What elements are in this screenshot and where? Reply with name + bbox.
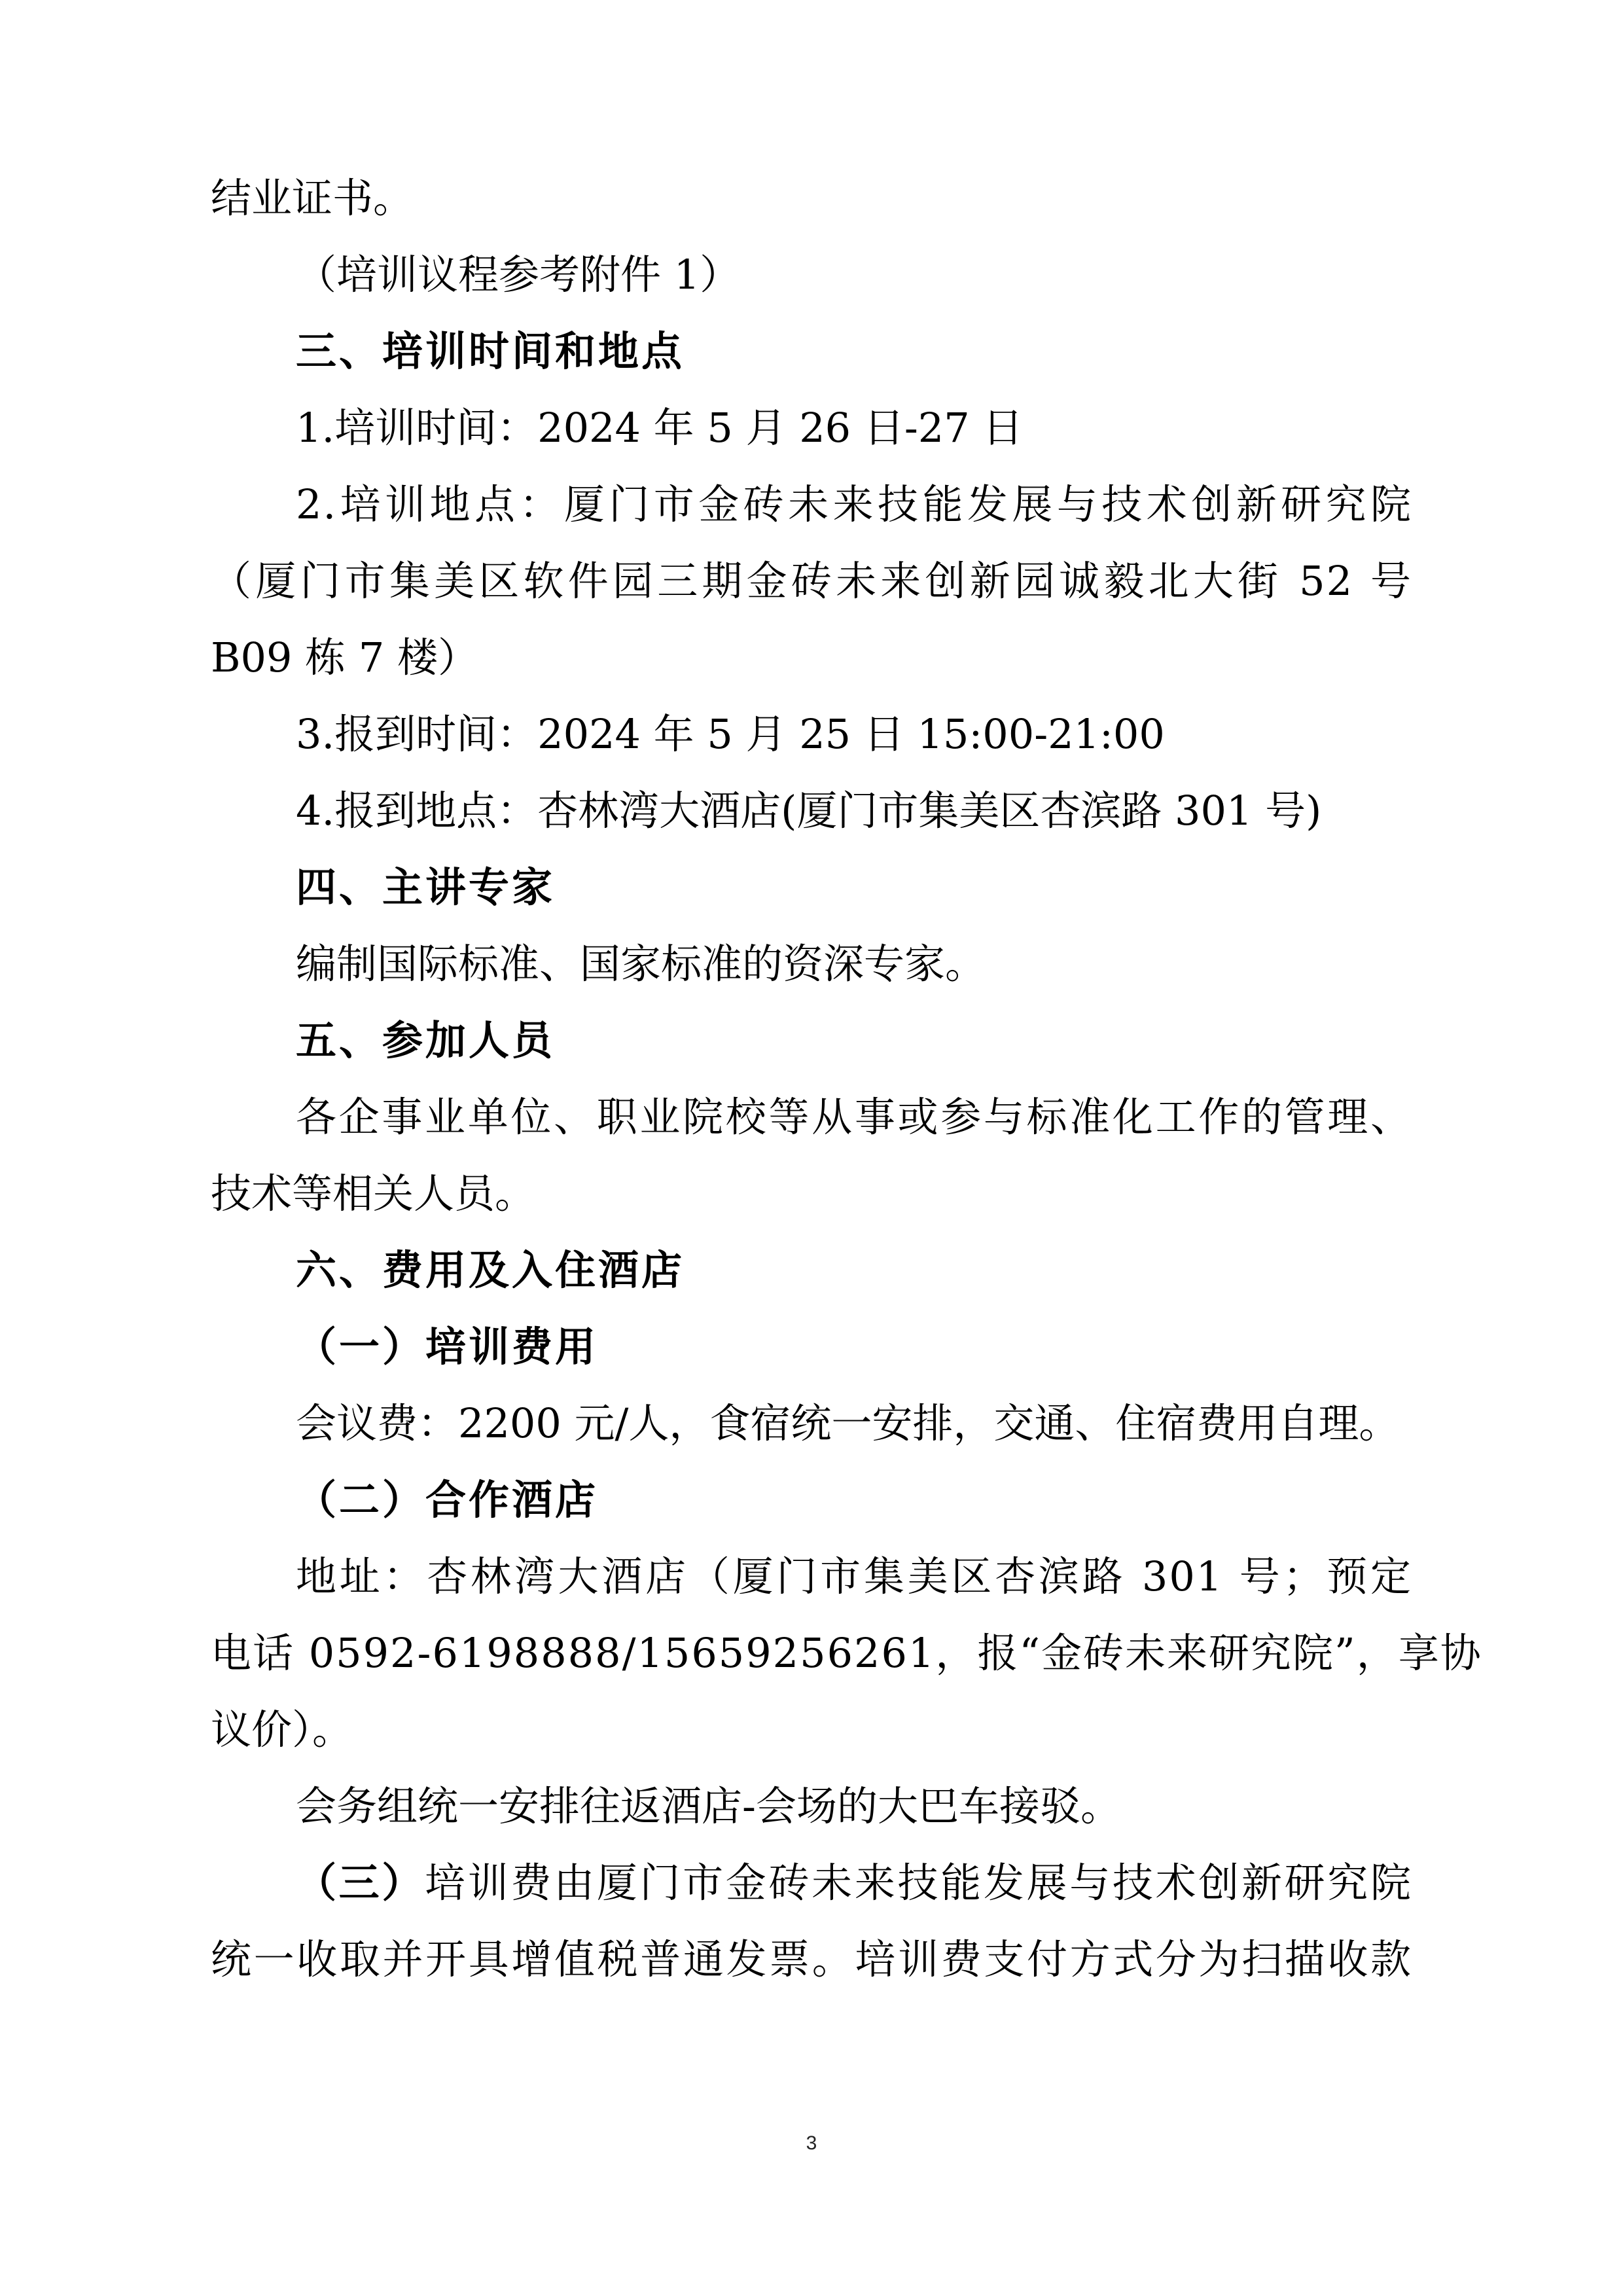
page-number: 3: [806, 2132, 817, 2154]
invoice-line1: [296, 1850, 1412, 1916]
subheading-invoice-label: （三）: [296, 1859, 425, 1907]
checkin-time: 3.报到时间：2024 年 5 月 25 日 15:00-21:00: [296, 710, 1165, 758]
training-venue-line3: B09 栋 7 楼）: [211, 634, 479, 681]
invoice-line1-text: 培训费由厦门市金砖未来技能发展与技术创新研究院: [425, 1859, 1412, 1907]
hotel-address-line2: 电话 0592-6198888/15659256261，报“金砖未来研究院”，享协: [211, 1629, 1482, 1677]
subheading-training-fee: （一）培训费用: [296, 1323, 599, 1371]
section-heading-experts: 四、主讲专家: [296, 863, 556, 911]
experts-description: 编制国际标准、国家标准的资深专家。: [296, 940, 986, 988]
hotel-address-line1: 地址：杏林湾大酒店（厦门市集美区杏滨路 301 号；预定: [296, 1552, 1412, 1600]
hotel-address-line3: 议价）。: [211, 1706, 353, 1753]
section-heading-participants: 五、参加人员: [296, 1016, 556, 1064]
subheading-partner-hotel: （二）合作酒店: [296, 1476, 599, 1524]
training-time: 1.培训时间：2024 年 5 月 26 日-27 日: [296, 404, 1024, 452]
fee-description: 会议费：2200 元/人，食宿统一安排，交通、住宿费用自理。: [296, 1399, 1400, 1447]
section-heading-fees-hotel: 六、费用及入住酒店: [296, 1246, 685, 1294]
section-heading-time-place: 三、培训时间和地点: [296, 327, 685, 375]
training-venue-line1: 2.培训地点：厦门市金砖未来技能发展与技术创新研究院: [296, 480, 1412, 528]
paragraph-certificate-end: 结业证书。: [211, 174, 414, 222]
shuttle-arrangement: 会务组统一安排往返酒店-会场的大巴车接驳。: [296, 1782, 1121, 1830]
participants-line2: 技术等相关人员。: [211, 1170, 536, 1217]
training-venue-line2: （厦门市集美区软件园三期金砖未来创新园诚毅北大街 52 号: [211, 557, 1412, 605]
invoice-line2: 统一收取并开具增值税普通发票。培训费支付方式分为扫描收款: [211, 1935, 1412, 1983]
paragraph-agenda-reference: （培训议程参考附件 1）: [296, 251, 741, 298]
participants-line1: 各企事业单位、职业院校等从事或参与标准化工作的管理、: [296, 1093, 1412, 1141]
checkin-place: 4.报到地点：杏林湾大酒店(厦门市集美区杏滨路 301 号): [296, 787, 1322, 834]
